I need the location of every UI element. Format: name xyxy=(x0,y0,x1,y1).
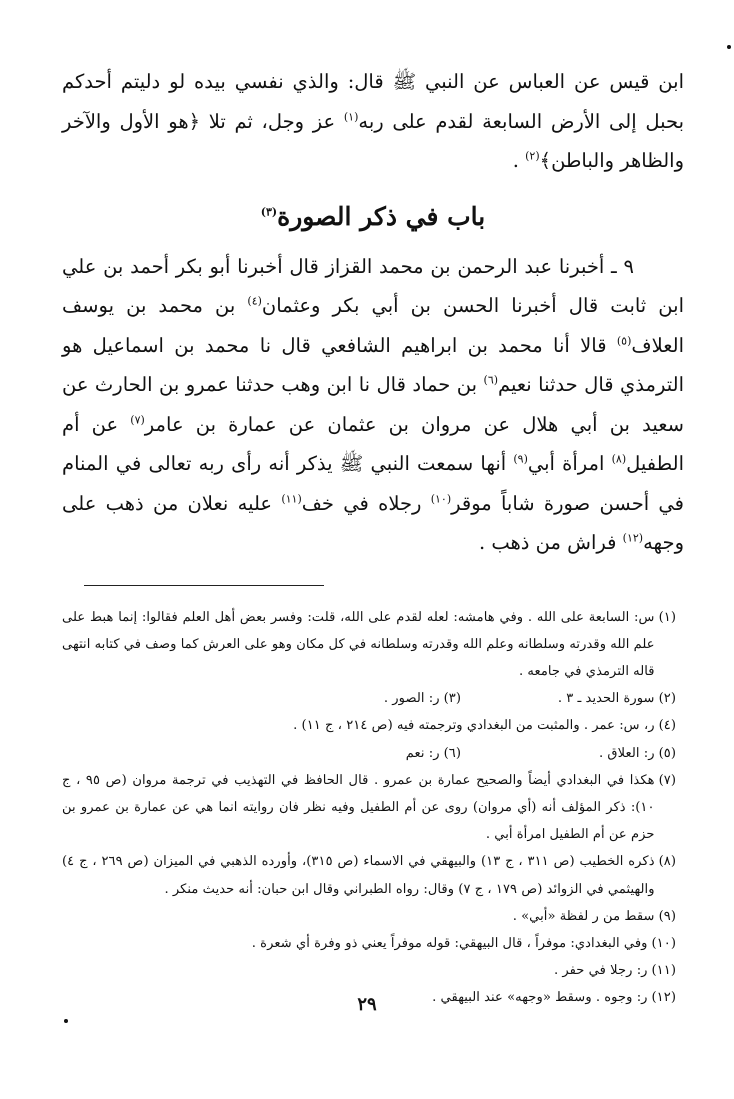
footnote-ref-5[interactable]: (٥) xyxy=(616,334,632,347)
scan-speck xyxy=(64,1019,68,1023)
footnote-1: (١) س: السابعة على الله . وفي هامشه: لعله لقدم على الله، قلت: وفسر بعض أهل العلم فقالوا: إنما هبط على علم الله وقدرته وسلطانه وعلم الله وقدرته وسلطانه في كل مكان وهو على العرش كما وصف في كتابه انتهى قاله الترمذي في جامعه . xyxy=(62,609,676,679)
scan-speck xyxy=(727,45,731,49)
footnotes xyxy=(62,604,684,1012)
paragraph-hadith-9: ٩ ـ أخبرنا عبد الرحمن بن محمد القزاز قال أخبرنا أبو بكر أحمد بن علي ابن ثابت قال أخبرنا الحسن بن أبي بكر وعثمان$^{(٤)}$ بن محمد بن يوسف العلاف$^{(٥)}$ قالا أنا محمد بن ابراهيم الشافعي قال نا محمد بن اسماعيل هو الترمذي قال حدثنا نعيم$^{(٦)}$ بن حماد قال نا ابن وهب حدثنا عمرو بن الحارث عن سعيد بن أبي هلال عن مروان بن عثمان عن عمارة بن عامر$^{(٧)}$ عن أم الطفيل$^{(٨)}$ امرأة أبي$^{(٩)}$ أنها سمعت النبي ﷺ يذكر أنه رأى ربه تعالى في المنام في أحسن صورة شاباً موقر$^{(١٠)}$ رجلاه في خف$^{(١١)}$ عليه نعلان من ذهب على وجهه$^{(١٢)}$ فراش من ذهب . xyxy=(62,254,685,554)
footnote-10: (١٠) وفي البغدادي: موفراً ، قال البيهقي: قوله موفراً يعني ذو وفرة أي شعرة . xyxy=(251,935,676,951)
footnote-7: (٧) هكذا في البغدادي أيضاً والصحيح عمارة بن عمرو . قال الحافظ في التهذيب في ترجمة مروان (ص ٩٥ ، ج ١٠): ذكر المؤلف أنه (أي مروان) روى عن أم الطفيل وفيه نظر فان روايته انما هي عن عمارة بن عمرو بن حزم عن أم الطفيل امرأة أبي . xyxy=(62,772,676,843)
footnote-11: (١١) ر: رجلا في حفر . xyxy=(553,963,676,979)
footnote-ref-6[interactable]: (٦) xyxy=(483,373,499,387)
footnote-ref-10[interactable]: (١٠) xyxy=(430,492,452,505)
footnote-12: (١٢) ر: وجوه . وسقط «وجهه» عند البيهقي . xyxy=(432,990,676,1006)
main-text xyxy=(62,62,684,563)
footnote-ref-1[interactable]: (١) xyxy=(343,110,359,123)
footnote-9: (٩) سقط من ر لفظة «أبي» . xyxy=(512,908,676,924)
footnote-row-2-3 xyxy=(62,685,676,712)
footnote-4: (٤) ر، س: عمر . والمثبت من البغدادي وترجمته فيه (ص ٢١٤ ، ج ١١) . xyxy=(293,718,676,734)
footnote-row-5-6 xyxy=(62,740,676,767)
footnote-divider xyxy=(84,585,324,586)
page-content xyxy=(62,62,684,1012)
page-number: ٢٩ xyxy=(357,994,377,1015)
footnote-ref-3[interactable]: (٣) xyxy=(260,205,278,219)
footnote-8: (٨) ذكره الخطيب (ص ٣١١ ، ج ١٣) والبيهقي في الاسماء (ص ٣١٥)، وأورده الذهبي في الميزان (ص ٢٦٩ ، ج ٤) والهيثمي في الزوائد (ص ١٧٩ ، ج ٧) وقال: رواه الطبراني وقال ابن حبان: أنه حديث منكر . xyxy=(62,854,676,897)
footnote-3: (٣) ر: الصور . xyxy=(383,691,461,707)
footnote-ref-7[interactable]: (٧) xyxy=(130,413,145,426)
footnote-ref-12[interactable]: (١٢) xyxy=(622,531,644,545)
footnote-ref-4[interactable]: (٤) xyxy=(247,294,262,308)
footnote-6: (٦) ر: نعم xyxy=(405,745,461,761)
footnote-5: (٥) ر: العلاق . xyxy=(599,745,676,761)
footnote-ref-2[interactable]: (٢) xyxy=(525,149,540,163)
footnote-ref-9[interactable]: (٩) xyxy=(513,452,528,466)
footnote-ref-11[interactable]: (١١) xyxy=(281,492,302,505)
footnote-2: (٢) سورة الحديد ـ ٣ . xyxy=(557,691,676,707)
footnote-ref-8[interactable]: (٨) xyxy=(611,452,627,466)
paragraph-continuation: ابن قيس عن العباس عن النبي ﷺ قال: والذي نفسي بيده لو دليتم أحدكم بحبل إلى الأرض السابعة لقدم على ربه$^{(١)}$ عز وجل، ثم تلا ﴿هو الأول والآخر والظاهر والباطن﴾$^{(٢)}$ . xyxy=(62,70,684,172)
chapter-title: باب في ذكر الصورة$^{(٣)}$ xyxy=(260,201,486,231)
